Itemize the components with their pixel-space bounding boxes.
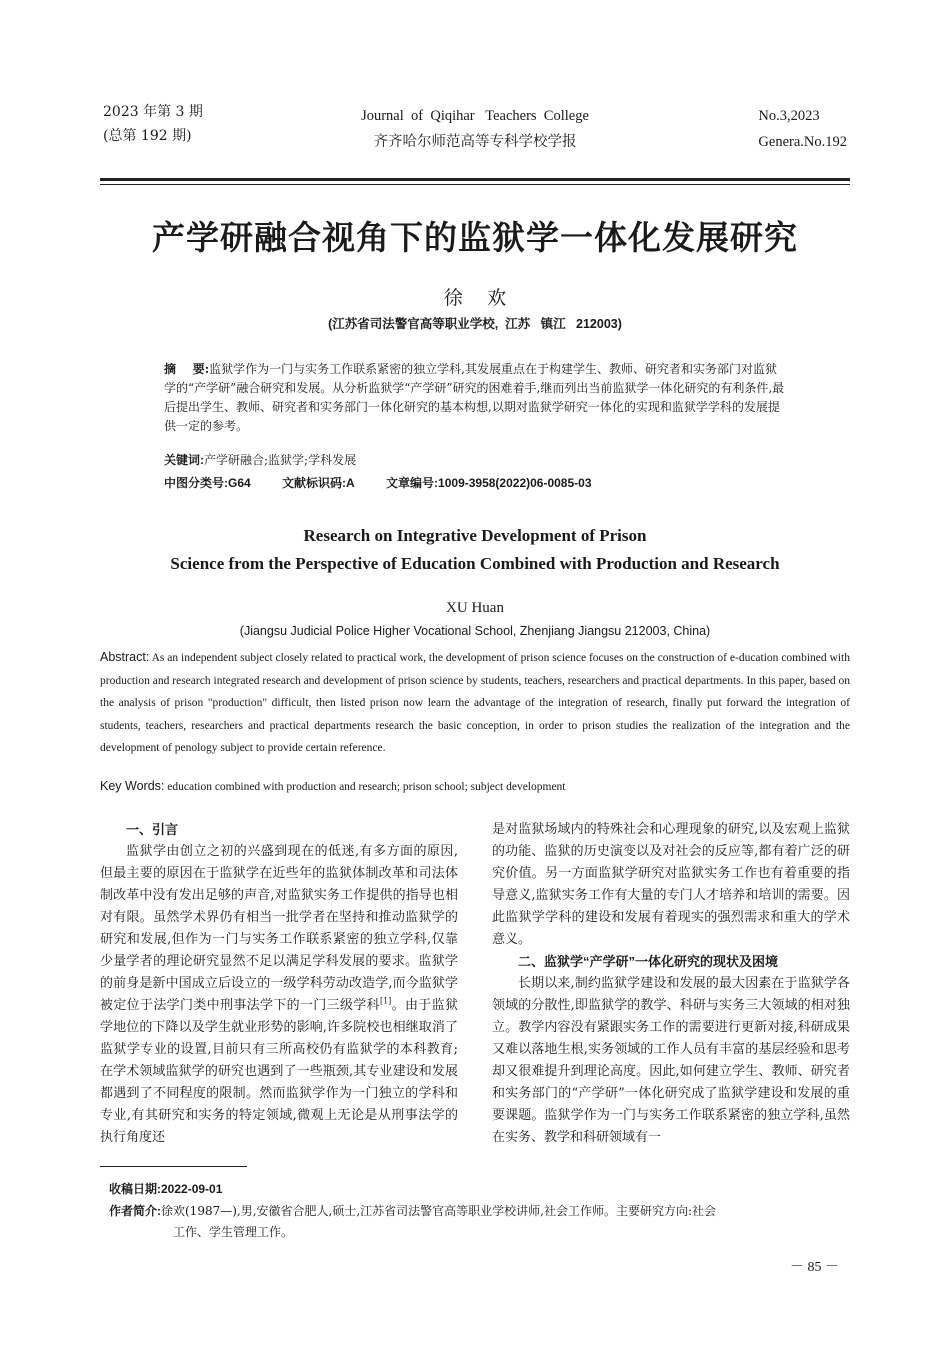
keywords-en-text: education combined with production and research; prison school; subject development (164, 781, 566, 793)
abstract-en-text: As an independent subject closely related to practical work, the development of prison science focuses on the construction of e-ducation combined with production and research integrated research and development of prison science by students, teachers, researchers and practical departments. In this paper, based on the analysis of prison "production" difficult, then listed prison now learn the advantage of the integration of research, finally put forward the integration of students, teachers, researchers and practical departments research the basic conception, in order to prison studies the realization of the integration and the development of penology subject to provide certain reference. (100, 652, 850, 754)
body-column-right (492, 819, 850, 1149)
received-date: 收稿日期:2022-09-01 (109, 1182, 223, 1196)
journal-name-en: Journal of Qiqihar Teachers College (361, 108, 589, 124)
body-column-left (100, 819, 458, 1149)
footnote-rule (100, 1166, 247, 1167)
body-paragraph-1 (100, 841, 458, 1149)
paper-title-en-line2: Science from the Perspective of Education Combined with Production and Research (170, 554, 780, 573)
keywords-cn (164, 451, 356, 468)
affiliation-en: (Jiangsu Judicial Police Higher Vocational School, Zhenjiang Jiangsu 212003, China) (239, 624, 711, 638)
header-rule-thick (100, 178, 850, 181)
clc-number: 中图分类号:G64 (164, 476, 251, 490)
header-rule-thin (100, 184, 850, 185)
abstract-en-label: Abstract: (100, 650, 150, 664)
article-number: 文章编号:1009-3958(2022)06-0085-03 (386, 476, 592, 490)
keywords-cn-label: 关键词: (164, 453, 204, 467)
issue-number-line1: No.3,2023 (758, 108, 820, 124)
issue-year: 2023 年第 3 期 (103, 104, 203, 120)
abstract-cn-text: 监狱学作为一门与实务工作联系紧密的独立学科,其发展重点在于构建学生、教师、研究者和实务部门对监狱学的“产学研”融合研究和发展。从分析监狱学“产学研”研究的困难着手,继而列出当前监狱学一体化研究的有利条件,最后提出学生、教师、研究者和实务部门一体化研究的基本构想,以期对监狱学研究一体化的实现和监狱学学科的发展提供一定的参考。 (164, 362, 785, 433)
journal-name-cn: 齐齐哈尔师范高等专科学校学报 (373, 134, 577, 150)
paper-title-en-line1: Research on Integrative Development of Prison (303, 526, 647, 545)
paragraph-1-text-a: 监狱学由创立之初的兴盛到现在的低迷,有多方面的原因,但最主要的原因在于监狱学在近些年的监狱体制改革和司法体制改革中没有发出足够的声音,对监狱实务工作提供的指导也相对有限。虽然学术界仍有相当一批学者在坚持和推动监狱学的研究和发展,但作为一门与实务工作联系紧密的独立学科,仅靠少量学者的理论研究显然不足以满足学科发展的要求。监狱学的前身是新中国成立后设立的一级学科劳动改造学,而今监狱学被定位于法学门类中刑事法学下的一门三级学科 (100, 844, 458, 1013)
author-en: XU Huan (446, 600, 504, 616)
paper-title-en (0, 522, 950, 578)
classification-line (164, 474, 620, 491)
body-paragraph-1-continued: 是对监狱场域内的特殊社会和心理现象的研究,以及宏观上监狱的功能、监狱的历史演变以及对社会的反应等,都有着广泛的研究价值。另一方面监狱学研究对监狱实务工作也有着重要的指导意义,监狱实务工作有大量的专门人才培养和培训的需要。因此监狱学学科的建设和发展有着现实的强烈需求和重大的学术意义。 (492, 822, 850, 947)
author-bio-label: 作者简介: (109, 1204, 161, 1218)
section-heading-2: 二、监狱学“产学研”一体化研究的现状及困境 (518, 954, 779, 969)
keywords-en (100, 779, 850, 793)
author-cn: 徐 欢 (443, 287, 507, 309)
section-heading-1: 一、引言 (126, 822, 179, 837)
paragraph-1-text-b: 。由于监狱学地位的下降以及学生就业形势的影响,许多院校也相继取消了监狱学专业的设置,目前只有三所高校仍有监狱学的本科教育;在学术领域监狱学的研究也遇到了一些瓶颈,其专业建设和发展都遇到了不同程度的限制。然而监狱学作为一门独立的学科和专业,有其研究和实务的特定领域,微观上无论是从刑事法学的执行角度还 (100, 998, 458, 1145)
abstract-cn-label: 摘 要: (164, 362, 210, 376)
keywords-en-label: Key Words: (100, 779, 165, 793)
paper-title-cn: 产学研融合视角下的监狱学一体化发展研究 (152, 218, 798, 257)
document-code: 文献标识码:A (282, 476, 355, 490)
keywords-cn-text: 产学研融合;监狱学;学科发展 (204, 453, 357, 467)
author-bio (109, 1201, 839, 1243)
abstract-en (100, 646, 850, 760)
abstract-cn (164, 360, 786, 436)
issue-number-line2: Genera.No.192 (758, 134, 847, 150)
author-bio-text-2: 工作、学生管理工作。 (173, 1225, 294, 1239)
issue-number (758, 103, 847, 155)
body-paragraph-2: 长期以来,制约监狱学建设和发展的最大因素在于监狱学各领域的分散性,即监狱学的教学、科研与实务三大领域的相对独立。教学内容没有紧跟实务工作的需要进行更新对接,科研成果又难以落地生根,实务领域的工作人员有丰富的基层经验和思考却又很难提升到理论高度。因此,如何建立学生、教师、研究者和实务部门的“产学研”一体化研究成了监狱学建设和发展的重要课题。监狱学作为一门与实务工作联系紧密的独立学科,虽然在实务、教学和科研领域有一 (492, 976, 850, 1145)
issue-total: (总第 192 期) (103, 128, 192, 144)
citation-1: [1] (379, 996, 392, 1006)
affiliation-cn: (江苏省司法警官高等职业学校, 江苏 镇江 212003) (328, 317, 622, 331)
author-bio-text-1: 徐欢(1987—),男,安徽省合肥人,硕士,江苏省司法警官高等职业学校讲师,社会工作师。主要研究方向:社会 (161, 1204, 717, 1218)
page-number: － 85 － (790, 1260, 839, 1275)
